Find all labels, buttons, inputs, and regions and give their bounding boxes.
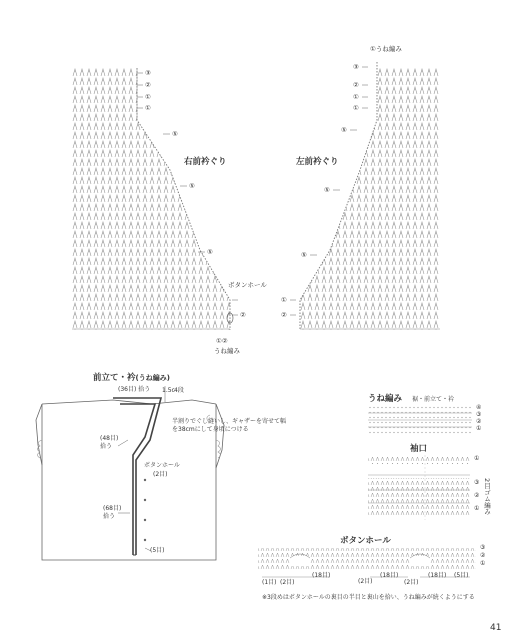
left-neckline-title: 左前衿ぐり [296, 157, 339, 167]
bh-count-e: (5目) [454, 572, 469, 579]
bottom-count: (5目) [150, 547, 165, 554]
rib-stitch-label: 2目ゴム編み [483, 478, 491, 515]
tl-row-mark-1b: ① [145, 104, 151, 112]
tl-row-mark-3: ③ [145, 69, 151, 77]
stitch-top-label: (36目) 拾う [118, 386, 151, 393]
bh-count-a: (18目) [312, 572, 331, 579]
bh-count-d: (18目) [428, 572, 447, 579]
page-number: 41 [490, 623, 502, 633]
tr-bottom-mark-2: ② [281, 311, 287, 319]
tl-bottom-mark-12: ①② [216, 337, 228, 345]
tr-row-mark-2: ② [353, 81, 359, 89]
sleeve-chart-title: 袖口 [410, 444, 428, 454]
tl-mid-mark-b: ⑤ [189, 182, 195, 190]
buttonhole-count: (2目) [153, 471, 168, 478]
bh-mark-1: ① [480, 560, 486, 567]
bh-bottom-count-2: (2目) [280, 579, 295, 586]
bh-mark-2: ② [480, 552, 486, 559]
tr-bottom-mark-1: ① [281, 296, 287, 304]
rows-top-label: 4段 [174, 387, 184, 394]
buttonhole-chart-title: ボタンホール [340, 536, 391, 546]
tl-une-label: うね編み [214, 347, 240, 355]
size-top-label: 1.5c [162, 387, 175, 394]
tl-row-mark-1a: ① [145, 93, 151, 101]
tl-mid-mark-a: ⑤ [172, 130, 178, 138]
tr-mid-mark-b: ⑤ [324, 186, 330, 194]
tr-mid-mark-a: ⑤ [341, 126, 347, 134]
une-mark-4: ④ [476, 404, 482, 411]
une-mark-1: ① [476, 425, 482, 432]
bh-count-b: (18目) [380, 572, 399, 579]
gather-note: 半割りでぐし縫いし、ギャザーを寄せて幅を38cmにして身頃につける [172, 418, 287, 434]
une-chart-subtitle: 裾・前立て・衿 [412, 396, 455, 403]
bh-bottom-count-3: (2目) [404, 579, 419, 586]
bh-mark-3: ③ [480, 544, 486, 551]
schematic-title-suffix: (うね編み) [135, 374, 170, 382]
tl-mid-mark-c: ⑤ [207, 248, 213, 256]
tr-mid-mark-c: ⑤ [301, 251, 307, 259]
tr-row-mark-1b: ① [353, 104, 359, 112]
tr-row-mark-3: ③ [353, 63, 359, 71]
right-neckline-title: 右前衿ぐり [184, 157, 227, 167]
buttonhole-label: ボタンホール [144, 462, 180, 469]
une-mark-3: ③ [476, 411, 482, 418]
sleeve-mark-3: ③ [474, 479, 480, 486]
tr-row-mark-1a: ① [353, 93, 359, 101]
sleeve-mark-1: ① [474, 505, 480, 512]
schematic-title-main: 前立て・衿 [93, 373, 136, 383]
schematic-title [93, 374, 170, 383]
sleeve-top-mark: ① [474, 455, 480, 462]
une-mark-2: ② [476, 418, 482, 425]
tl-row-mark-2: ② [145, 81, 151, 89]
sleeve-mark-2: ② [474, 492, 480, 499]
bh-bottom-count-1: (1目) [262, 579, 277, 586]
une-chart-title: うね編み [368, 394, 403, 404]
buttonhole-note: ※3段めはボタンホールの裏目の半目と裏山を拾い、うね編みが続くようにする [262, 594, 475, 601]
lower-pick-label: (68目) 拾う [103, 505, 122, 521]
side-pick-label: (48目) 拾う [100, 435, 119, 451]
tl-bottom-mark-2: ② [240, 311, 246, 319]
bh-count-c: (2目) [358, 578, 373, 585]
tl-buttonhole-label: ボタンホール [228, 281, 267, 289]
tr-top-label: ①うね編み [370, 45, 402, 53]
